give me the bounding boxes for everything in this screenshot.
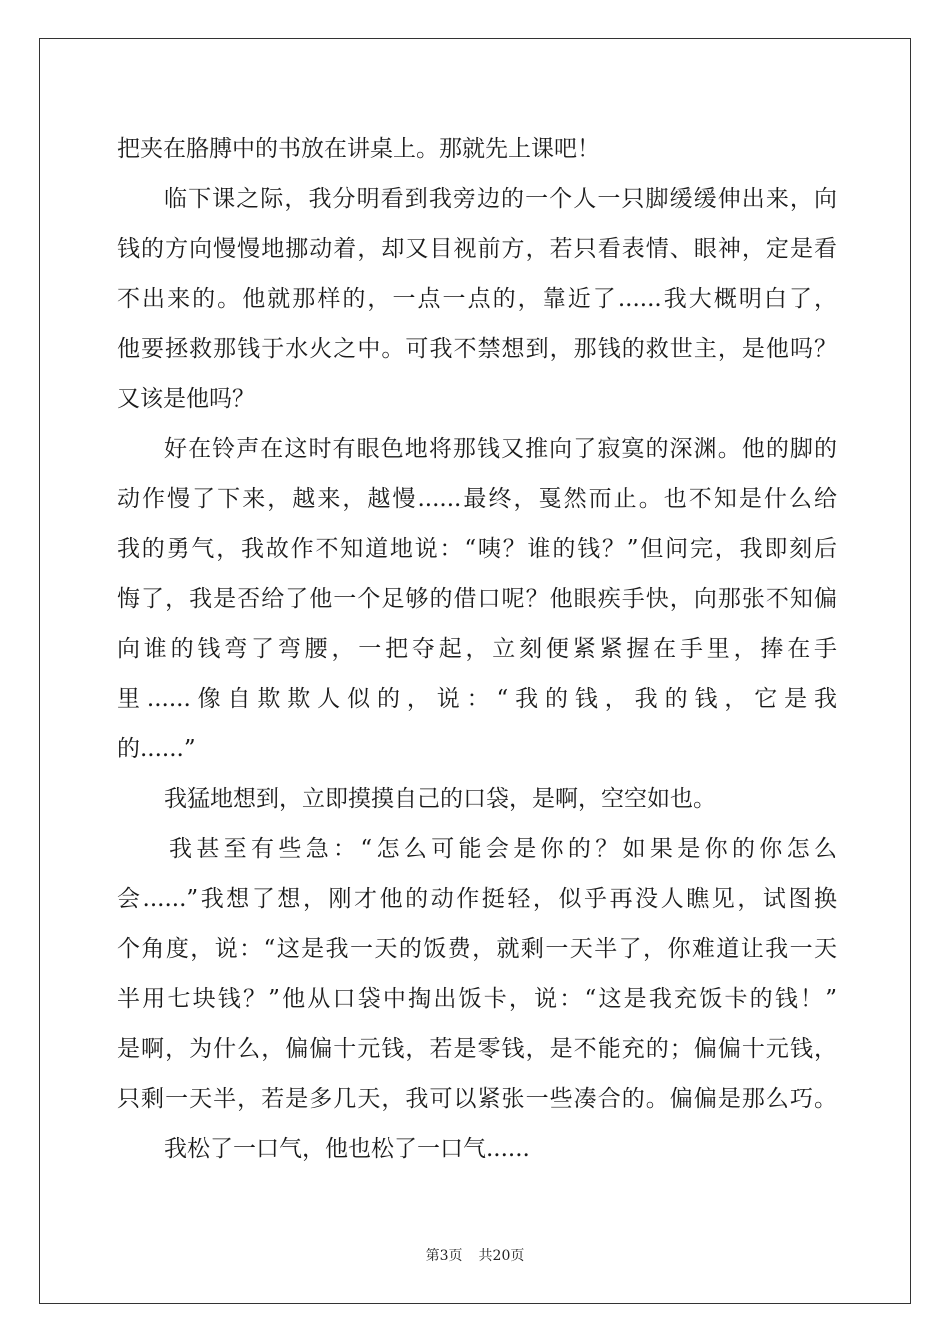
document-body bbox=[117, 124, 837, 1174]
text-line: 我甚至有些急：“怎么可能会是你的？如果是你的你怎么 bbox=[169, 836, 837, 862]
text-line: 又该是他吗？ bbox=[117, 386, 255, 412]
text-line: 的......” bbox=[117, 736, 196, 762]
text-line: 动作慢了下来，越来，越慢......最终，戛然而止。也不知是什么给 bbox=[117, 486, 837, 512]
page-number: 第3页 bbox=[425, 1248, 463, 1264]
page-footer bbox=[0, 1246, 950, 1266]
text-line: 半用七块钱？”他从口袋中掏出饭卡，说：“这是我充饭卡的钱！” bbox=[117, 986, 837, 1012]
text-line: 我的勇气，我故作不知道地说：“咦？谁的钱？”但问完，我即刻后 bbox=[117, 536, 837, 562]
text-line: 好在铃声在这时有眼色地将那钱又推向了寂寞的深渊。他的脚的 bbox=[164, 436, 837, 462]
text-line: 把夹在胳膊中的书放在讲桌上。那就先上课吧！ bbox=[117, 136, 600, 162]
text-line: 里......像自欺欺人似的，说：“我的钱，我的钱，它是我 bbox=[117, 686, 837, 712]
text-line: 会......”我想了想，刚才他的动作挺轻，似乎再没人瞧见，试图换 bbox=[117, 886, 837, 912]
text-line: 我猛地想到，立即摸摸自己的口袋，是啊，空空如也。 bbox=[164, 786, 716, 812]
text-line: 只剩一天半，若是多几天，我可以紧张一些凑合的。偏偏是那么巧。 bbox=[117, 1086, 837, 1112]
text-line: 悔了，我是否给了他一个足够的借口呢？他眼疾手快，向那张不知偏 bbox=[117, 586, 837, 612]
text-line: 是啊，为什么，偏偏十元钱，若是零钱，是不能充的；偏偏十元钱， bbox=[117, 1036, 837, 1062]
text-line: 个角度，说：“这是我一天的饭费，就剩一天半了，你难道让我一天 bbox=[117, 936, 837, 962]
page-total: 共20页 bbox=[478, 1248, 525, 1264]
text-line: 我松了一口气，他也松了一口气...... bbox=[164, 1136, 530, 1162]
text-line: 向谁的钱弯了弯腰，一把夺起，立刻便紧紧握在手里，捧在手 bbox=[117, 636, 837, 662]
text-line: 他要拯救那钱于水火之中。可我不禁想到，那钱的救世主，是他吗？ bbox=[117, 336, 837, 362]
text-line: 临下课之际，我分明看到我旁边的一个人一只脚缓缓伸出来，向 bbox=[164, 186, 837, 212]
text-line: 不出来的。他就那样的，一点一点的，靠近了......我大概明白了， bbox=[117, 286, 837, 312]
text-line: 钱的方向慢慢地挪动着，却又目视前方，若只看表情、眼神，定是看 bbox=[117, 236, 837, 262]
